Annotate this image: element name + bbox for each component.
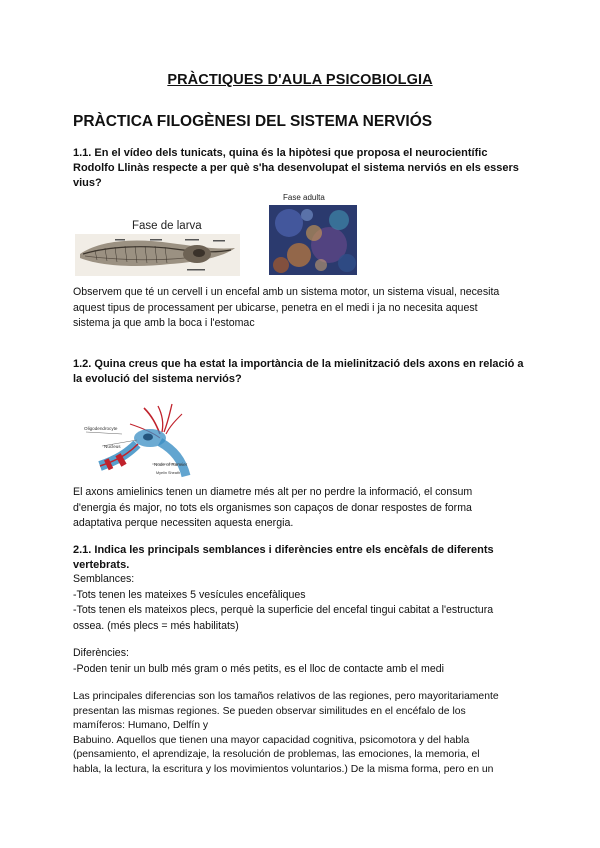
answer-line: Observem que té un cervell i un encefal amb un sistema motor, un sistema visual, necesita [73,286,500,298]
paragraph-line: habla, la lectura, la escritura y los movimientos voluntarios.) De la misma forma, pero en un [73,763,494,775]
differences-line: Diferències: [73,647,129,659]
similarities-line: -Tots tenen les mateixes 5 vesícules encefàliques [73,588,306,601]
question-1-1 [73,146,533,191]
answer-line: d'energia és major, no tots els organismes son capaços de donar respostes de forma [73,501,472,514]
question-line: la evolució del sistema nerviós? [73,373,242,385]
paragraph-line: presentan las mismas regiones. Se pueden observar similitudes en el encéfalo de los [73,705,466,717]
figure-label-nucleus: Nucleus [104,444,121,449]
question-line: Rodolfo Llinàs respecte a per què s'ha desenvolupat el sistema nerviós en els essers [73,162,519,174]
similarities-line: -Tots tenen els mateixos plecs, perquè la superficie del encefal tingui cabitat a l'estructura [73,604,494,616]
answer-line: sistema ja que amb la boca i l'estomac [73,317,255,329]
paragraph-line: (pensamiento, el aprendizaje, la resolución de problemas, las emociones, la memoria, el [73,749,480,760]
answer-line: aquest tipus de processament per ubicarse, penetra en el medi i ja no necesita aquest [73,301,478,314]
paragraph-line: Babuino. Aquellos que tienen una mayor capacidad cognitiva, psicomotora y del habla [73,734,470,746]
figure-label-myelin-sheath: Myelin Sheath [156,471,181,475]
paragraph-line: Las principales diferencias son los tamaños relativos de las regiones, pero mayoritariamente [73,691,499,702]
answer-1-1 [73,285,543,332]
spanish-paragraph [73,690,548,777]
myelin-figure [82,402,197,480]
similarities-list [73,572,543,634]
adult-caption: Fase adulta [283,193,325,202]
question-line: vius? [73,177,102,189]
similarities-line: Semblances: [73,573,135,585]
question-line: vertebrats. [73,559,130,571]
question-1-2 [73,357,543,387]
similarities-line: ossea. (més plecs = més habilitats) [73,619,239,632]
adult-tunicate-photo [269,205,357,275]
figure-label-node-of-ranvier: Node of Ranvier [154,462,188,467]
differences-line: -Poden tenir un bulb més gram o més petits, es el lloc de contacte amb el medi [73,662,444,675]
differences-list [73,646,543,677]
answer-line: El axons amielinics tenen un diametre més alt per no perdre la informació, el consum [73,486,473,498]
figure-label-oligodendrocyte: Oligodendrocyte [84,426,118,431]
question-line: 1.1. En el vídeo dels tunicats, quina és la hipòtesi que proposa el neurocientífic [73,147,488,159]
question-2-1 [73,543,533,573]
page-title: PRÀCTIQUES D'AULA PSICOBIOLGIA [167,72,433,88]
paragraph-line: mamíferos: Humano, Delfín y [73,720,209,731]
question-line: 2.1. Indica les principals semblances i diferències entre els encèfals de diferents [73,544,494,556]
answer-1-2 [73,485,543,532]
question-line: 1.2. Quina creus que ha estat la importància de la mielinització dels axons en relació a [73,358,524,370]
larva-figure [75,212,240,276]
larva-label: Fase de larva [132,220,202,232]
section-heading: PRÀCTICA FILOGÈNESI DEL SISTEMA NERVIÓS [73,113,433,130]
answer-line: adaptativa perque necessiten aquesta energia. [73,517,294,529]
